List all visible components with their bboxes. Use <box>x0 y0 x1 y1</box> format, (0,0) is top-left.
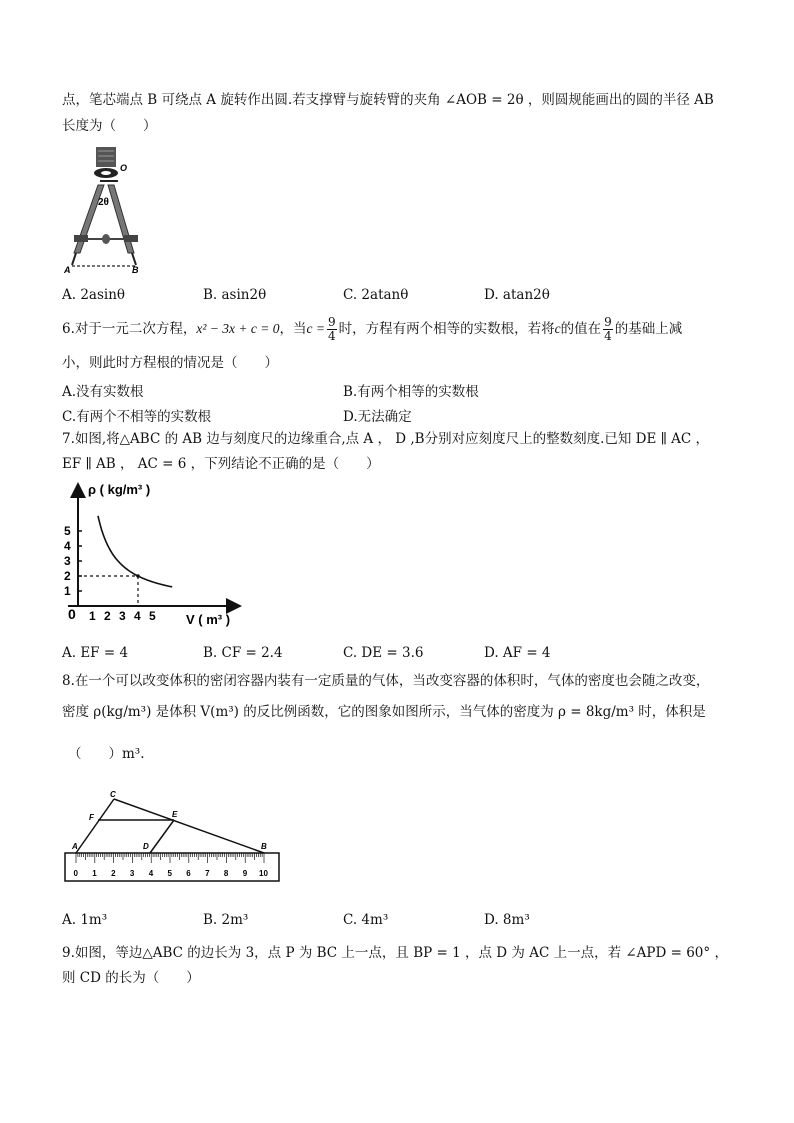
q8-option-d[interactable]: D. 8m³ <box>484 912 530 928</box>
compass-label-a: A <box>64 265 71 275</box>
q6-c-equals: c = <box>306 321 325 336</box>
ruler-tick-label: 0 <box>73 869 78 878</box>
q6-frac1-num: 9 <box>327 315 336 329</box>
x-tick-label: 3 <box>119 609 126 623</box>
x-tick-label: 5 <box>149 609 156 623</box>
q7-text-line1: 7.如图,将△ABC 的 AB 边与刻度尺的边缘重合,点 A ， D ,B分别对应刻度尺上的整数刻度.已知 DE ∥ AC ， <box>62 431 710 447</box>
x-tick-label: 1 <box>89 609 96 623</box>
q7-option-a[interactable]: A. EF = 4 <box>62 645 129 661</box>
ruler-tick-label: 9 <box>242 869 248 878</box>
chart-y-label: ρ ( kg/m³ ) <box>88 482 151 497</box>
ruler-tick-label: 8 <box>223 869 229 878</box>
fig7-label-d: D <box>143 842 149 851</box>
q6-fraction-2 <box>603 316 613 343</box>
fig7-label-c: C <box>110 790 116 799</box>
q8-option-b[interactable]: B. 2m³ <box>203 912 249 928</box>
q5-option-d[interactable]: D. atan2θ <box>484 287 550 303</box>
fig7-label-f: F <box>89 813 94 822</box>
fig7-label-b: B <box>261 842 267 851</box>
q8-option-c[interactable]: C. 4m³ <box>343 912 389 928</box>
q7-option-c[interactable]: C. DE = 3.6 <box>343 645 424 661</box>
ruler-tick-label: 5 <box>167 869 172 878</box>
ruler-tick-label: 7 <box>205 869 210 878</box>
triangle-side-ac <box>76 799 114 853</box>
q7-text-line2: EF ∥ AB ， AC = 6 ，下列结论不正确的是（ ） <box>62 456 380 472</box>
q6-part4: 的值在 <box>560 321 602 337</box>
q5-option-c[interactable]: C. 2atanθ <box>343 287 409 303</box>
q5-option-b[interactable]: B. asin2θ <box>203 287 267 303</box>
q6-part5: 的基础上减 <box>614 321 683 337</box>
q6-c-var: c <box>554 321 561 336</box>
x-tick-label: 4 <box>134 609 141 623</box>
compass-figure <box>60 143 160 275</box>
compass-handle <box>96 147 116 167</box>
y-tick-label: 3 <box>64 554 71 568</box>
q6-part1: 6.对于一元二次方程， <box>62 321 197 337</box>
q6-text-line1 <box>62 316 682 343</box>
q8-option-a[interactable]: A. 1m³ <box>62 912 108 928</box>
y-tick-label: 5 <box>64 524 71 538</box>
q5-option-a[interactable]: A. 2asinθ <box>62 287 126 303</box>
q5-text-line2: 长度为（ ） <box>62 118 157 134</box>
compass-label-b: B <box>132 265 139 275</box>
ruler-tick-label: 3 <box>129 869 135 878</box>
compass-label-o: O <box>120 163 128 173</box>
q6-frac2-den: 4 <box>604 329 612 343</box>
q7-option-d[interactable]: D. AF = 4 <box>484 645 551 661</box>
y-tick-label: 4 <box>64 539 71 553</box>
chart-x-label: V ( m³ ) <box>186 612 231 627</box>
q6-option-d[interactable]: D.无法确定 <box>343 409 412 425</box>
q6-fraction-1 <box>327 316 337 343</box>
q6-option-b[interactable]: B.有两个相等的实数根 <box>343 384 479 400</box>
q9-text-line1: 9.如图，等边△ABC 的边长为 3，点 P 为 BC 上一点，且 BP = 1 ，点 D 为 AC 上一点，若 ∠APD = 60° ， <box>62 945 728 961</box>
q7-option-b[interactable]: B. CF = 2.4 <box>203 645 283 661</box>
x-tick-label: 2 <box>104 609 111 623</box>
q9-text-line2: 则 CD 的长为（ ） <box>62 970 200 986</box>
compass-right-arm <box>108 185 134 253</box>
ruler-tick-label: 4 <box>148 869 154 878</box>
ruler-tick-label: 2 <box>111 869 116 878</box>
fig7-label-e: E <box>172 810 178 819</box>
q8-text-line1: 8.在一个可以改变体积的密闭容器内装有一定质量的气体，当改变容器的体积时，气体的密度也会随之改变， <box>62 673 710 689</box>
q6-part3: 时，方程有两个相等的实数根，若将 <box>338 321 555 337</box>
ruler-tick-label: 1 <box>92 869 97 878</box>
q8-text-line2: 密度 ρ(kg/m³) 是体积 V(m³) 的反比例函数，它的图象如图所示，当气体的密度为 ρ = 8kg/m³ 时，体积是 <box>62 704 706 720</box>
fig7-label-a: A <box>72 842 78 851</box>
q6-option-a[interactable]: A.没有实数根 <box>62 384 144 400</box>
triangle-side-cb <box>114 799 264 853</box>
ruler-triangle-figure <box>62 786 284 886</box>
q6-equation: x² − 3x + c = 0 <box>196 321 280 336</box>
segment-de <box>150 820 174 853</box>
guide-point <box>136 574 140 578</box>
q6-frac1-den: 4 <box>327 329 336 343</box>
q6-frac2-num: 9 <box>604 315 612 329</box>
compass-angle-label: 2θ <box>98 197 109 208</box>
ruler-tick-label: 6 <box>186 869 191 878</box>
y-tick-label: 1 <box>64 584 71 598</box>
y-tick-label: 2 <box>64 569 71 583</box>
density-chart <box>60 478 245 630</box>
q5-text-line1: 点，笔芯端点 B 可绕点 A 旋转作出圆.若支撑臂与旋转臂的夹角 ∠AOB = 2θ ，则圆规能画出的圆的半径 AB <box>62 92 714 108</box>
q6-option-c[interactable]: C.有两个不相等的实数根 <box>62 409 212 425</box>
q8-text-line3: （ ）m³. <box>68 746 145 762</box>
q6-part2: ，当 <box>279 321 307 337</box>
ruler-tick-label: 10 <box>259 869 268 878</box>
q6-text-line2: 小，则此时方程根的情况是（ ） <box>62 355 278 371</box>
x-tick-label: 0 <box>68 606 76 622</box>
compass-left-arm <box>74 185 104 253</box>
